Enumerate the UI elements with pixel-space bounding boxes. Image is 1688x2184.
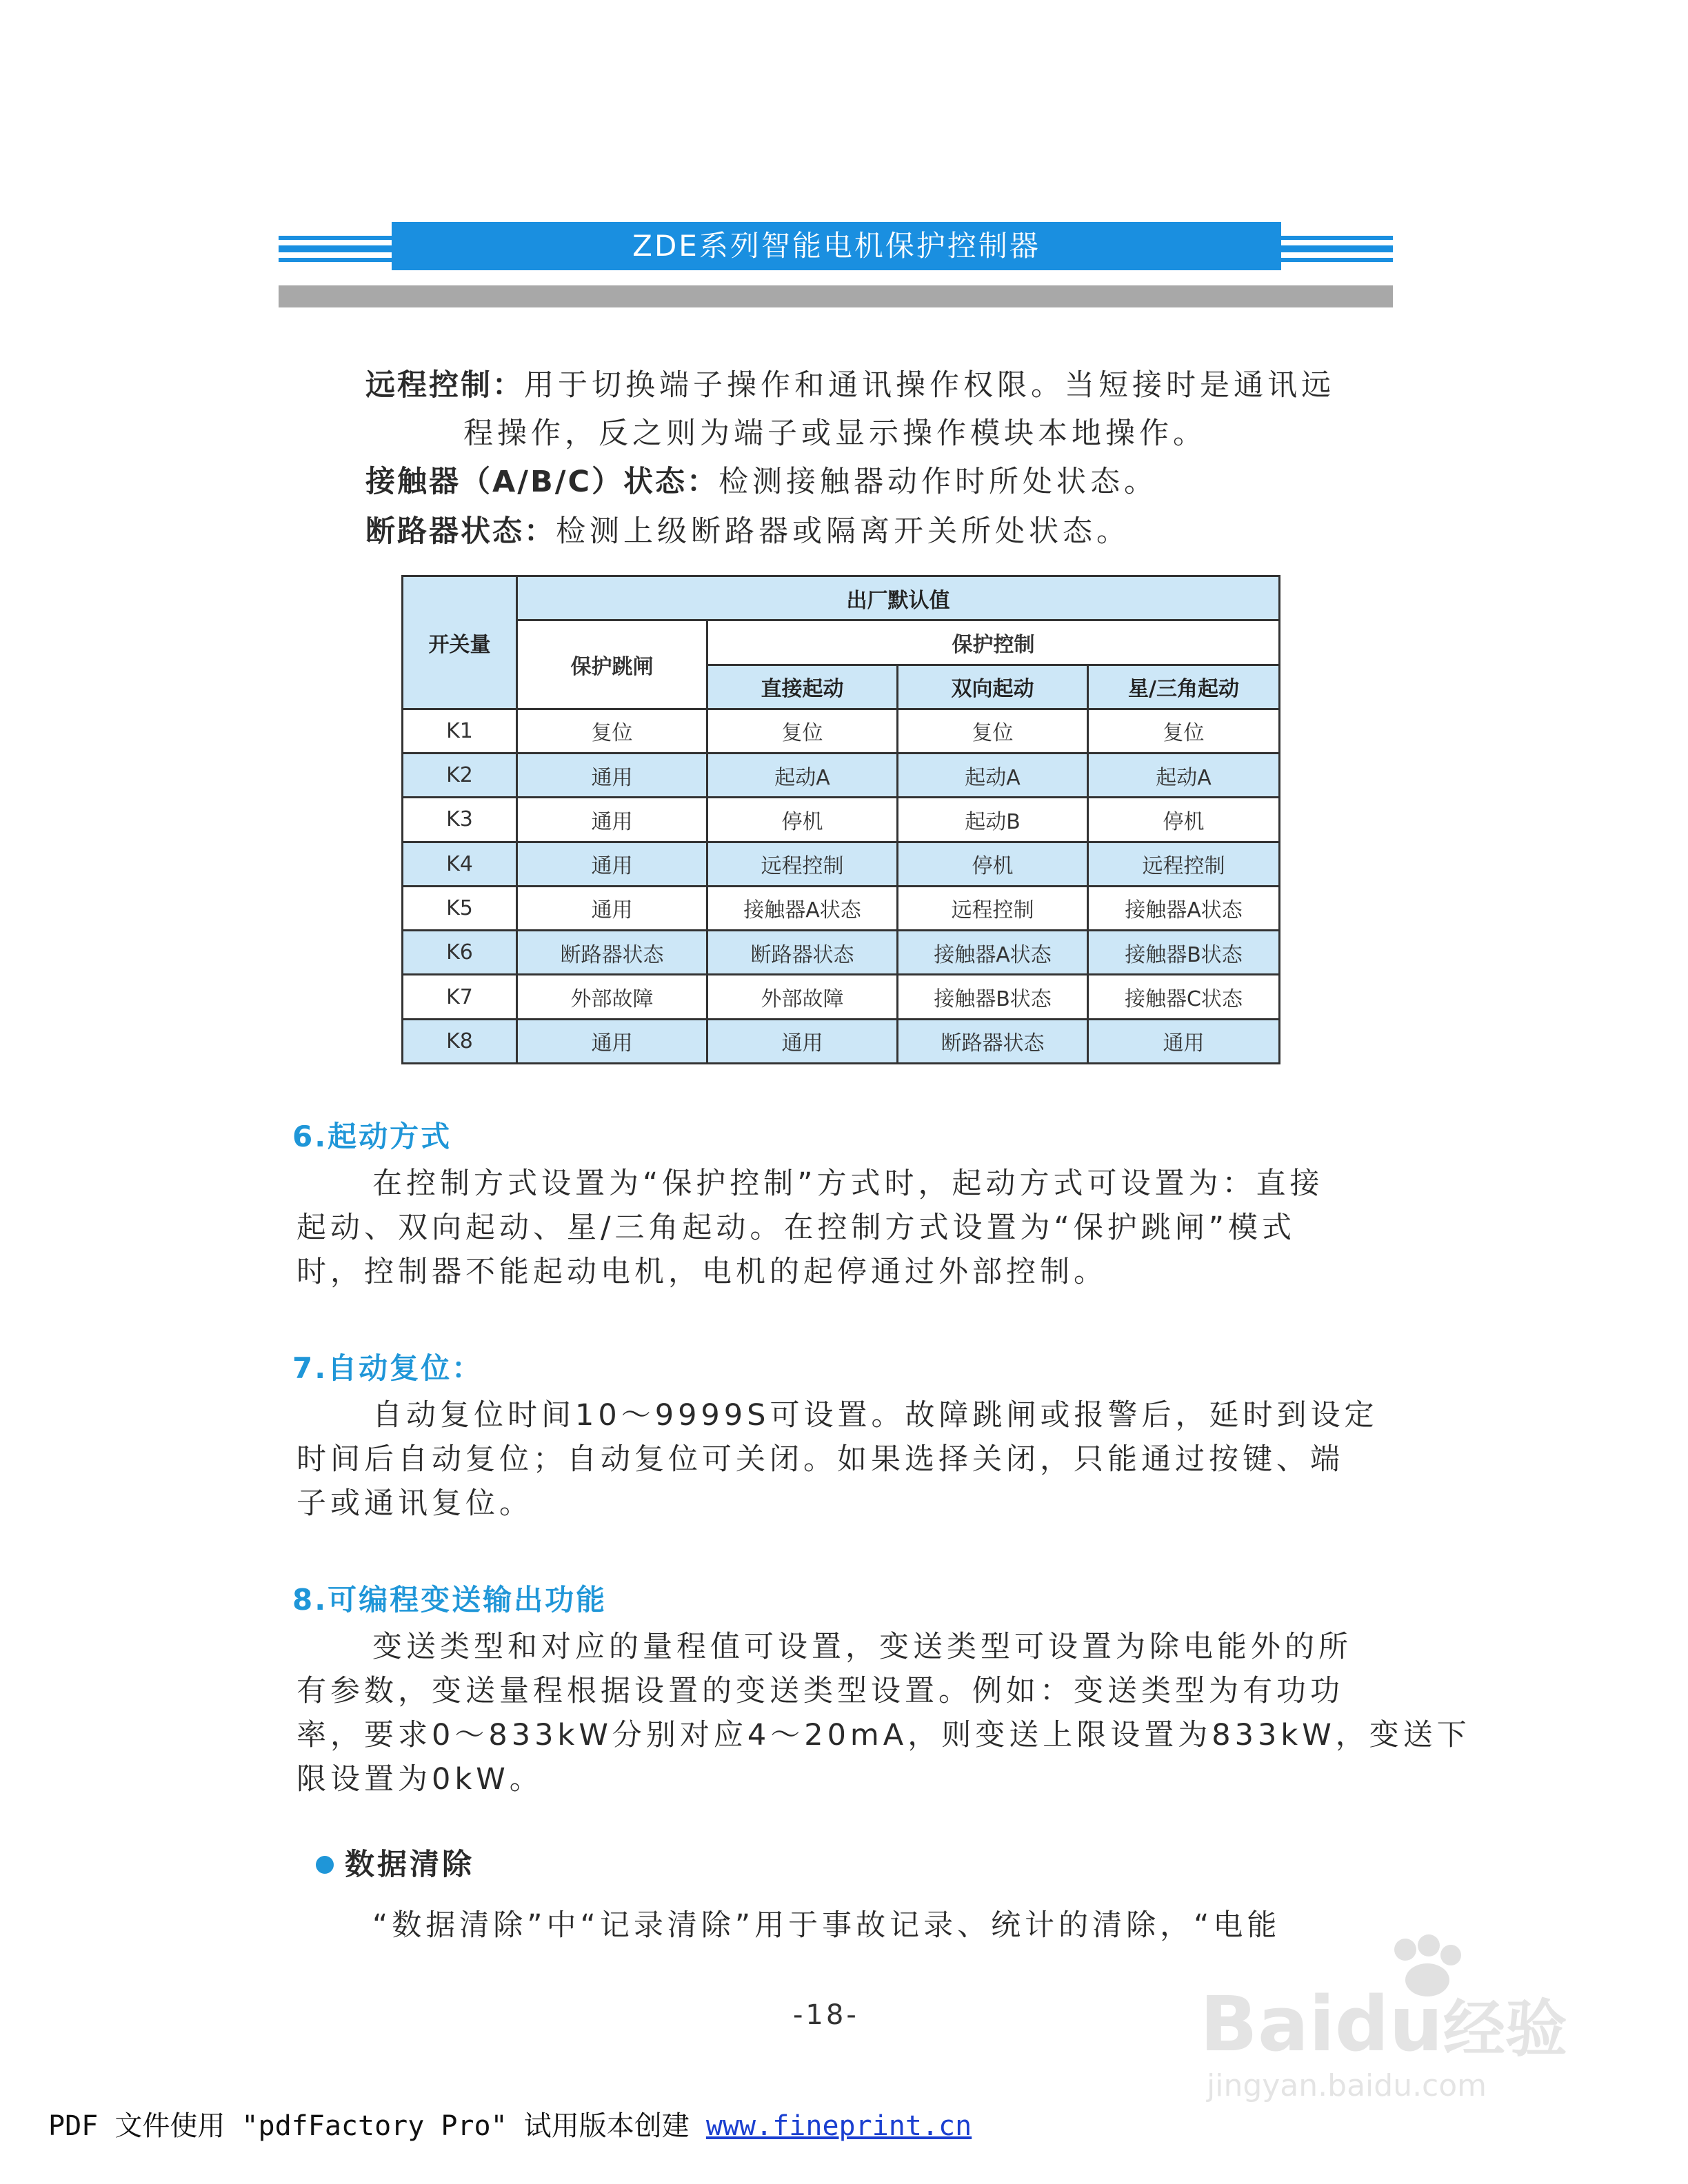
table-row — [403, 975, 1280, 1019]
definition-remote-cont: 程操作，反之则为端子或显示操作模块本地操作。 — [463, 416, 1207, 451]
table-row — [403, 1019, 1280, 1063]
table-row — [403, 886, 1280, 930]
cell-trip: 复位 — [517, 709, 707, 753]
cell-bidir: 停机 — [898, 842, 1088, 886]
th-bidir: 双向起动 — [898, 665, 1088, 709]
table-row — [403, 798, 1280, 842]
cell-switch: K4 — [403, 842, 517, 886]
th-switch: 开关量 — [403, 576, 517, 709]
cell-stardelta: 停机 — [1088, 798, 1280, 842]
definition-desc: 检测上级断路器或隔离开关所处状态。 — [556, 514, 1130, 549]
header-rule-left-mid — [279, 245, 392, 252]
cell-bidir: 复位 — [898, 709, 1088, 753]
cell-direct: 远程控制 — [707, 842, 898, 886]
definition-desc: 用于切换端子操作和通讯操作权限。当短接时是通讯远 — [524, 368, 1335, 403]
cell-direct: 起动A — [707, 754, 898, 798]
cell-direct: 通用 — [707, 1019, 898, 1063]
section-transmit-line1: 变送类型和对应的量程值可设置，变送类型可设置为除电能外的所 — [372, 1630, 1352, 1664]
cell-trip: 通用 — [517, 886, 707, 930]
bullet-data-clear-line: “数据清除”中“记录清除”用于事故记录、统计的清除，“电能 — [372, 1908, 1281, 1943]
watermark-url: jingyan.baidu.com — [1207, 2068, 1487, 2103]
cell-direct: 复位 — [707, 709, 898, 753]
th-default: 出厂默认值 — [517, 576, 1280, 620]
section-transmit-line4: 限设置为0kW。 — [297, 1762, 543, 1797]
definition-term: 断路器状态： — [365, 514, 556, 549]
cell-stardelta: 接触器B状态 — [1088, 931, 1280, 975]
section-auto-reset-line2: 时间后自动复位；自动复位可关闭。如果选择关闭，只能通过按键、端 — [297, 1442, 1344, 1477]
header-rule-left-bottom — [279, 258, 392, 262]
table-row — [403, 709, 1280, 753]
header-rule-left-top — [279, 236, 392, 240]
definition-term: 接触器（A/B/C）状态： — [365, 465, 719, 499]
cell-trip: 外部故障 — [517, 975, 707, 1019]
header-rule-right-top — [1281, 236, 1393, 240]
cell-bidir: 远程控制 — [898, 886, 1088, 930]
default-values-table — [401, 575, 1280, 1064]
cell-direct: 接触器A状态 — [707, 886, 898, 930]
definition-breaker — [365, 510, 1130, 553]
th-direct: 直接起动 — [707, 665, 898, 709]
cell-trip: 通用 — [517, 842, 707, 886]
cell-trip: 断路器状态 — [517, 931, 707, 975]
header-title: ZDE系列智能电机保护控制器 — [392, 222, 1281, 270]
cell-stardelta: 接触器A状态 — [1088, 886, 1280, 930]
bullet-dot-icon — [316, 1856, 334, 1874]
pdf-footer — [48, 2104, 972, 2143]
section-title-auto-reset: 7.自动复位： — [292, 1351, 483, 1385]
header-gray-bar — [279, 285, 1393, 307]
section-start-mode-line3: 时，控制器不能起动电机，电机的起停通过外部控制。 — [297, 1255, 1107, 1289]
cell-trip: 通用 — [517, 798, 707, 842]
th-control: 保护控制 — [707, 620, 1280, 665]
watermark-brand2: du — [1334, 1980, 1443, 2068]
th-stardelta: 星/三角起动 — [1088, 665, 1280, 709]
footer-prefix: PDF 文件使用 "pdfFactory Pro" 试用版本创建 — [48, 2110, 706, 2142]
table-row — [403, 931, 1280, 975]
definition-desc: 检测接触器动作时所处状态。 — [719, 465, 1158, 499]
cell-switch: K6 — [403, 931, 517, 975]
definition-term: 远程控制： — [365, 368, 524, 403]
cell-stardelta: 远程控制 — [1088, 842, 1280, 886]
cell-bidir: 起动B — [898, 798, 1088, 842]
cell-direct: 断路器状态 — [707, 931, 898, 975]
section-transmit-line2: 有参数，变送量程根据设置的变送类型设置。例如：变送类型为有功功 — [297, 1674, 1344, 1708]
cell-direct: 停机 — [707, 798, 898, 842]
cell-stardelta: 通用 — [1088, 1019, 1280, 1063]
table-row — [403, 842, 1280, 886]
section-transmit-line3: 率，要求0～833kW分别对应4～20mA，则变送上限设置为833kW，变送下 — [297, 1718, 1471, 1752]
section-auto-reset-line1: 自动复位时间10～9999S可设置。故障跳闸或报警后，延时到设定 — [372, 1398, 1378, 1433]
definition-contactor — [365, 461, 1158, 503]
cell-stardelta: 起动A — [1088, 754, 1280, 798]
section-title-start-mode: 6.起动方式 — [292, 1120, 452, 1153]
section-start-mode-line2: 起动、双向起动、星/三角起动。在控制方式设置为“保护跳闸”模式 — [297, 1211, 1296, 1245]
section-start-mode-line1: 在控制方式设置为“保护控制”方式时，起动方式可设置为：直接 — [372, 1166, 1324, 1201]
table-row — [403, 754, 1280, 798]
cell-switch: K5 — [403, 886, 517, 930]
header-rule-right-mid — [1281, 245, 1393, 252]
bullet-title-data-clear: 数据清除 — [345, 1848, 474, 1882]
cell-trip: 通用 — [517, 754, 707, 798]
watermark-brand: Bai — [1200, 1980, 1335, 2068]
footer-link[interactable]: www.fineprint.cn — [705, 2110, 972, 2142]
cell-bidir: 接触器B状态 — [898, 975, 1088, 1019]
cell-stardelta: 接触器C状态 — [1088, 975, 1280, 1019]
header-rule-right-bottom — [1281, 258, 1393, 262]
cell-switch: K2 — [403, 754, 517, 798]
watermark-cn: 经验 — [1443, 1993, 1567, 2065]
page-number: -18- — [793, 1999, 859, 2031]
section-title-transmit: 8.可编程变送输出功能 — [292, 1583, 607, 1617]
cell-bidir: 接触器A状态 — [898, 931, 1088, 975]
th-trip: 保护跳闸 — [517, 620, 707, 709]
cell-switch: K3 — [403, 798, 517, 842]
section-auto-reset-line3: 子或通讯复位。 — [297, 1486, 533, 1521]
baidu-watermark — [1186, 1930, 1572, 2110]
cell-switch: K7 — [403, 975, 517, 1019]
cell-switch: K1 — [403, 709, 517, 753]
definition-remote — [365, 364, 1335, 407]
cell-switch: K8 — [403, 1019, 517, 1063]
cell-bidir: 起动A — [898, 754, 1088, 798]
cell-trip: 通用 — [517, 1019, 707, 1063]
cell-stardelta: 复位 — [1088, 709, 1280, 753]
cell-direct: 外部故障 — [707, 975, 898, 1019]
cell-bidir: 断路器状态 — [898, 1019, 1088, 1063]
